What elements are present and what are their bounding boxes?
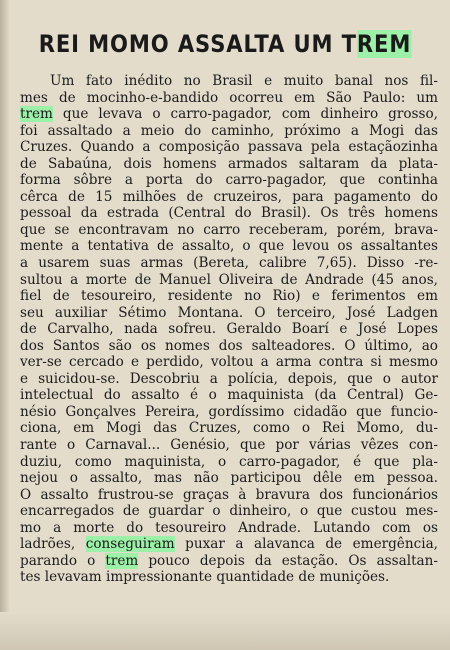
article-line: dos Santos são os nomes dos salteadores. O último, ao	[20, 337, 438, 354]
article-line: duziu, como maquinista, o carro-pagador, é que pla-	[20, 453, 438, 470]
article-line: que se encontravam no carro receberam, porém, brava-	[20, 221, 438, 238]
article-line: foi assaltado a meio do caminho, próximo a Mogi das	[20, 122, 438, 139]
article-line: mente a tentativa de assalto, o que levou os assaltantes	[20, 238, 438, 255]
article-line: fiel de tesoureiro, residente no Rio) e ferimentos em	[20, 288, 438, 305]
headline	[27, 30, 423, 58]
article-line: pessoal da estrada (Central do Brasil). Os três homens	[20, 205, 438, 222]
article-line: a usarem suas armas (Bereta, calibre 7,65). Disso -re-	[20, 255, 438, 272]
article-line: de Sabaúna, dois homens armados saltaram da plata-	[20, 155, 438, 172]
article-line: mo a morte do tesoureiro Andrade. Lutando com os	[20, 519, 438, 536]
article-line: parando o trem pouco depois da estação. Os assaltan-	[20, 552, 438, 569]
article-line: Cruzes. Quando a composição passava pela estaçãozinha	[20, 139, 438, 156]
article-line: cêrca de 15 milhões de cruzeiros, para pagamento do	[20, 188, 438, 205]
article-line: O assalto frustrou-se graças à bravura dos funcionários	[20, 486, 438, 503]
article-body	[20, 73, 438, 586]
highlighted-word: trem	[20, 106, 53, 123]
article-line: ver-se cercado e perdido, voltou a arma contra si mesmo	[20, 354, 438, 371]
article-line: de Carvalho, nada sofreu. Geraldo Boarí e José Lopes	[20, 321, 438, 338]
article-line: rante o Carnaval... Genésio, que por várias vêzes con-	[20, 437, 438, 454]
headline-highlight: REM	[356, 30, 412, 58]
headline-text: REI MOMO ASSALTA UM T	[38, 30, 357, 58]
article-line: Um fato inédito no Brasil e muito banal nos fil-	[50, 73, 438, 89]
article-line: encarregados de guardar o dinheiro, o que custou mes-	[20, 503, 438, 520]
article-line: trem que levava o carro-pagador, com dinheiro grosso,	[20, 106, 438, 123]
article-line: nejou o assalto, mas não participou dêle em pessoa.	[20, 470, 438, 487]
article-line: ladrões, conseguiram puxar a alavanca de emergência,	[20, 536, 438, 553]
page-edge-shadow	[0, 0, 10, 650]
article-line: seu auxiliar Sétimo Montana. O terceiro, José Ladgen	[20, 304, 438, 321]
highlighted-word: trem	[105, 552, 139, 569]
article-line: nésio Gonçalves Pereira, gordíssimo cidadão que funcio-	[20, 403, 438, 420]
article-line: ciona, em Mogi das Cruzes, como o Rei Momo, du-	[20, 420, 438, 437]
page-bottom-shadow	[0, 612, 450, 650]
article-line: forma sôbre a porta do carro-pagador, que continha	[20, 172, 438, 189]
article-line: intelectual do assalto é o maquinista (da Central) Ge-	[20, 387, 438, 404]
article-line: sultou a morte de Manuel Oliveira de Andrade (45 anos,	[20, 271, 438, 288]
highlighted-word: conseguiram	[85, 536, 175, 553]
article-line: mes de mocinho-e-bandido ocorreu em São Paulo: um	[20, 89, 438, 106]
article-line: e suicidou-se. Descobriu a polícia, depois, que o autor	[20, 370, 438, 387]
article-line: tes levavam impressionante quantidade de munições.	[20, 569, 390, 586]
